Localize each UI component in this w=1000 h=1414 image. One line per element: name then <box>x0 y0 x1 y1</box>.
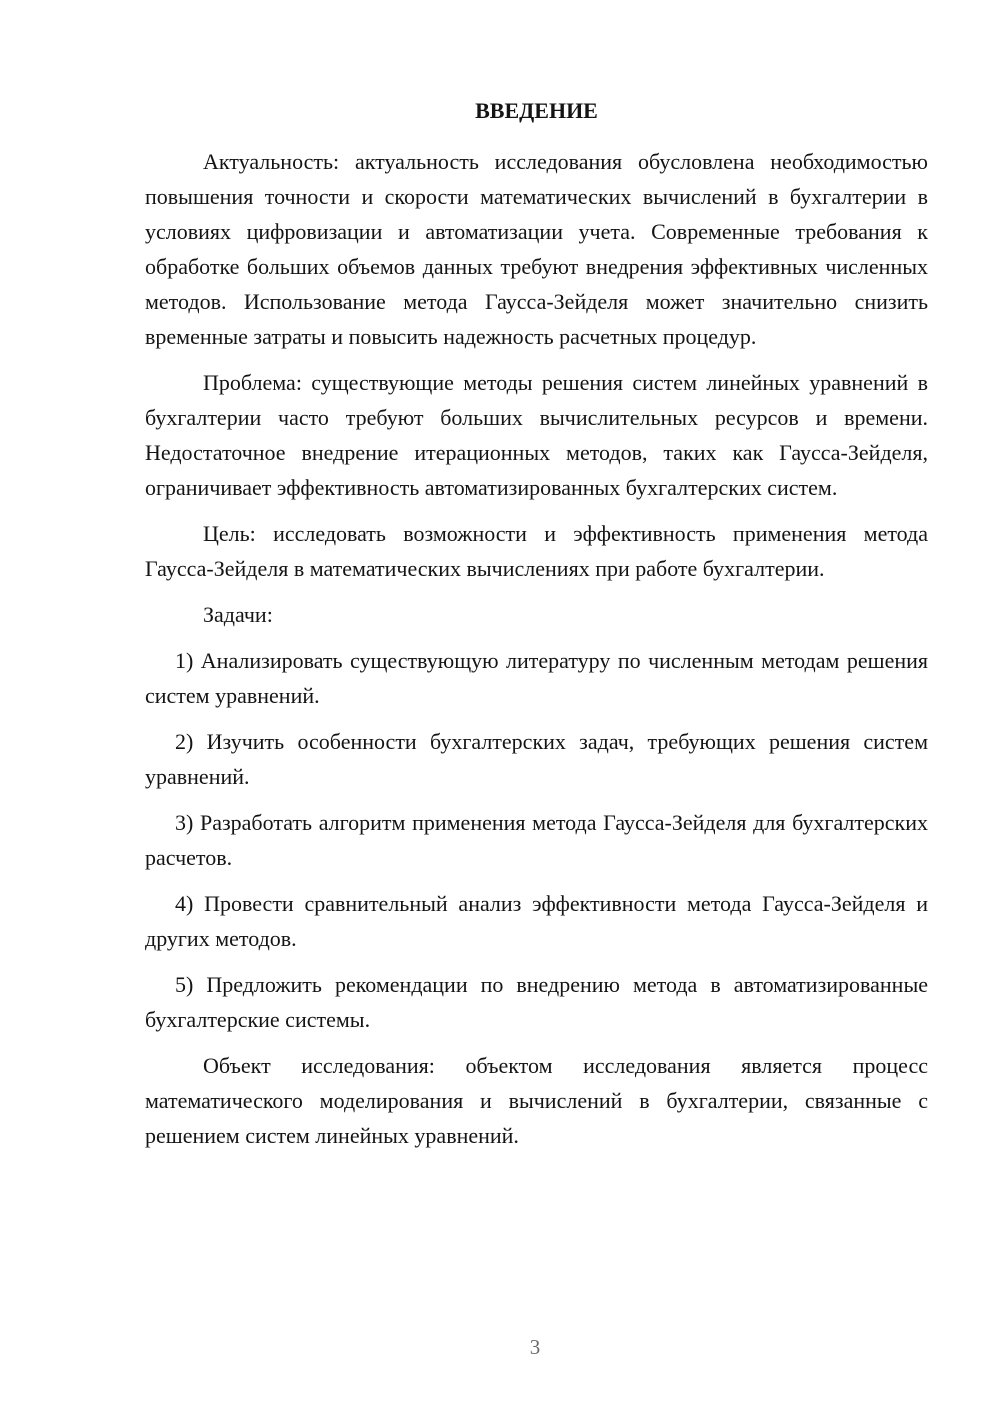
tasks-list <box>145 643 928 1037</box>
page-number: 3 <box>529 1335 541 1359</box>
list-item: 2) Изучить особенности бухгалтерских задач, требующих решения систем уравнений. <box>145 729 928 789</box>
list-item: 5) Предложить рекомендации по внедрению метода в автоматизированные бухгалтерские системы. <box>145 972 928 1032</box>
paragraph-problem: Проблема: существующие методы решения систем линейных уравнений в бухгалтерии часто требуют больших вычислительных ресурсов и времени. Недостаточное внедрение итерационных методов, таких как Гаусса-Зейделя, ограничивает эффективность автоматизированных бухгалтерских систем. <box>145 370 928 500</box>
list-item: 4) Провести сравнительный анализ эффективности метода Гаусса-Зейделя и других методов. <box>145 891 928 951</box>
paragraph-tasks-heading: Задачи: <box>203 602 273 627</box>
document-page <box>145 96 928 1164</box>
paragraph-research-object: Объект исследования: объектом исследования является процесс математического моделирования и вычислений в бухгалтерии, связанные с решением систем линейных уравнений. <box>145 1053 928 1148</box>
list-item: 3) Разработать алгоритм применения метода Гаусса-Зейделя для бухгалтерских расчетов. <box>145 810 928 870</box>
paragraph-goal: Цель: исследовать возможности и эффективность применения метода Гаусса-Зейделя в математических вычислениях при работе бухгалтерии. <box>145 521 928 581</box>
section-title: ВВЕДЕНИЕ <box>475 98 598 123</box>
paragraph-relevance: Актуальность: актуальность исследования обусловлена необходимостью повышения точности и скорости математических вычислений в бухгалтерии в условиях цифровизации и автоматизации учета. Современные требования к обработке больших объемов данных требуют внедрения эффективных численных методов. Использование метода Гаусса-Зейделя может значительно снизить временные затраты и повысить надежность расчетных процедур. <box>145 149 928 349</box>
list-item: 1) Анализировать существующую литературу по численным методам решения систем уравнений. <box>145 648 928 708</box>
